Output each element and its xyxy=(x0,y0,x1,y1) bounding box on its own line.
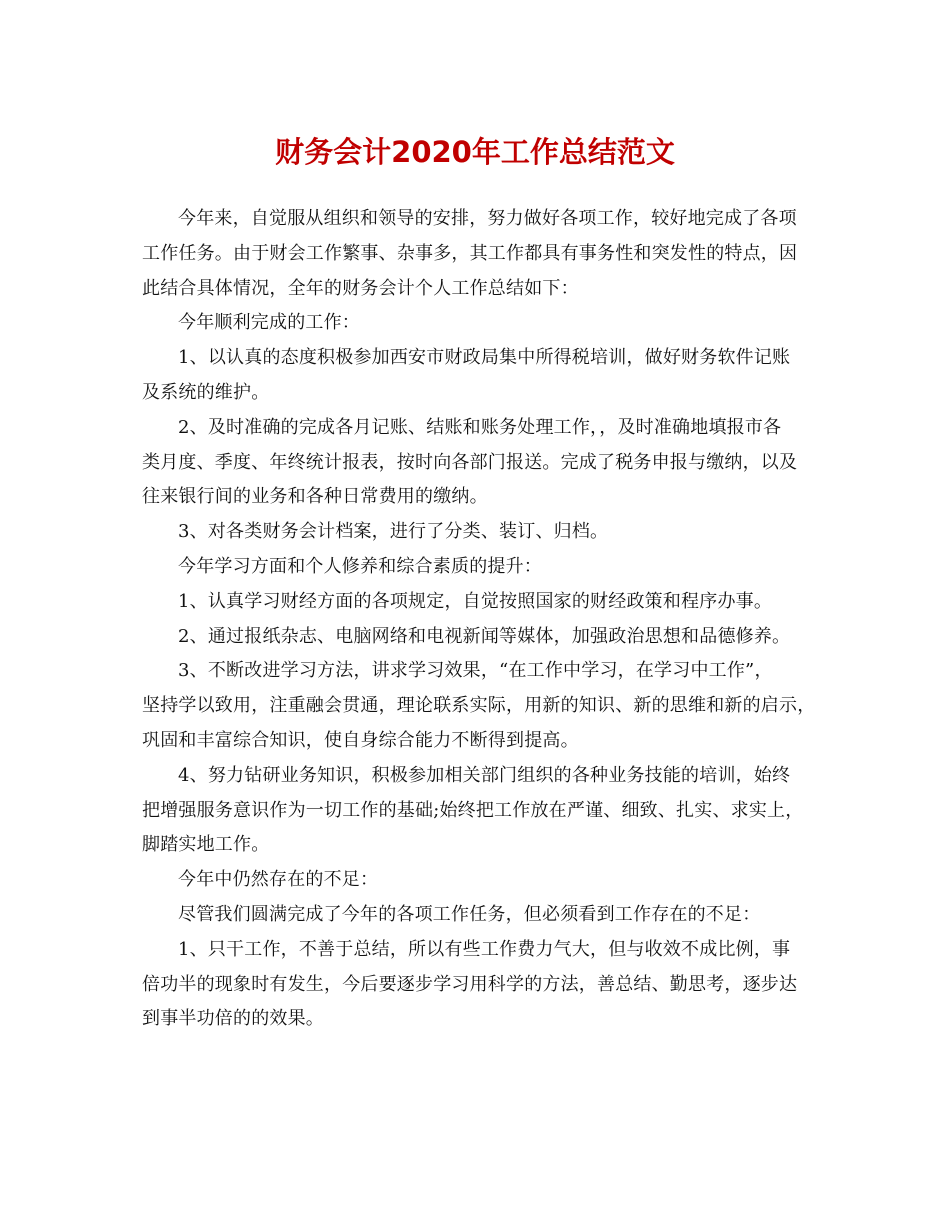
text-line: 把增强服务意识作为一切工作的基础;始终把工作放在严谨、细致、扎实、求实上， xyxy=(142,799,804,821)
text-line: 1、只干工作，不善于总结，所以有些工作费力气大，但与收效不成比例，事 xyxy=(178,938,791,960)
text-line: 工作任务。由于财会工作繁事、杂事多，其工作都具有事务性和突发性的特点，因 xyxy=(142,242,798,264)
text-line: 今年来，自觉服从组织和领导的安排，努力做好各项工作，较好地完成了各项 xyxy=(178,208,797,229)
text-line: 类月度、季度、年终统计报表，按时向各部门报送。完成了税务申报与缴纳，以及 xyxy=(142,451,798,473)
section-heading: 今年顺利完成的工作： xyxy=(178,312,360,334)
text-line: 到事半功倍的的效果。 xyxy=(142,1008,324,1030)
text-line: 此结合具体情况，全年的财务会计个人工作总结如下： xyxy=(142,277,579,299)
text-line: 1、认真学习财经方面的各项规定，自觉按照国家的财经政策和程序办事。 xyxy=(178,590,773,612)
text-line: 2、通过报纸杂志、电脑网络和电视新闻等媒体，加强政治思想和品德修养。 xyxy=(178,625,791,647)
section-heading: 今年学习方面和个人修养和综合素质的提升： xyxy=(178,555,542,577)
text-line: 3、不断改进学习方法，讲求学习效果，“在工作中学习，在学习中工作”， xyxy=(178,660,773,682)
text-line: 往来银行间的业务和各种日常费用的缴纳。 xyxy=(142,486,488,508)
document-body xyxy=(142,202,822,1037)
text-line: 3、对各类财务会计档案，进行了分类、装订、归档。 xyxy=(178,521,609,543)
text-line: 及系统的维护。 xyxy=(142,381,270,403)
text-line: 尽管我们圆满完成了今年的各项工作任务，但必须看到工作存在的不足： xyxy=(178,903,761,925)
document-title: 财务会计2020年工作总结范文 xyxy=(275,135,675,169)
text-line: 4、努力钻研业务知识，积极参加相关部门组织的各种业务技能的培训，始终 xyxy=(178,764,791,786)
text-line: 倍功半的现象时有发生，今后要逐步学习用科学的方法，善总结、勤思考，逐步达 xyxy=(142,973,798,995)
text-line: 2、及时准确的完成各月记账、结账和账务处理工作，，及时准确地填报市各 xyxy=(178,416,782,438)
section-heading: 今年中仍然存在的不足： xyxy=(178,869,379,891)
text-line: 1、以认真的态度积极参加西安市财政局集中所得税培训，做好财务软件记账 xyxy=(178,347,791,369)
text-line: 坚持学以致用，注重融会贯通，理论联系实际，用新的知识、新的思维和新的启示， xyxy=(142,695,816,717)
text-line: 巩固和丰富综合知识，使自身综合能力不断得到提高。 xyxy=(142,729,579,751)
text-line: 脚踏实地工作。 xyxy=(142,834,270,856)
